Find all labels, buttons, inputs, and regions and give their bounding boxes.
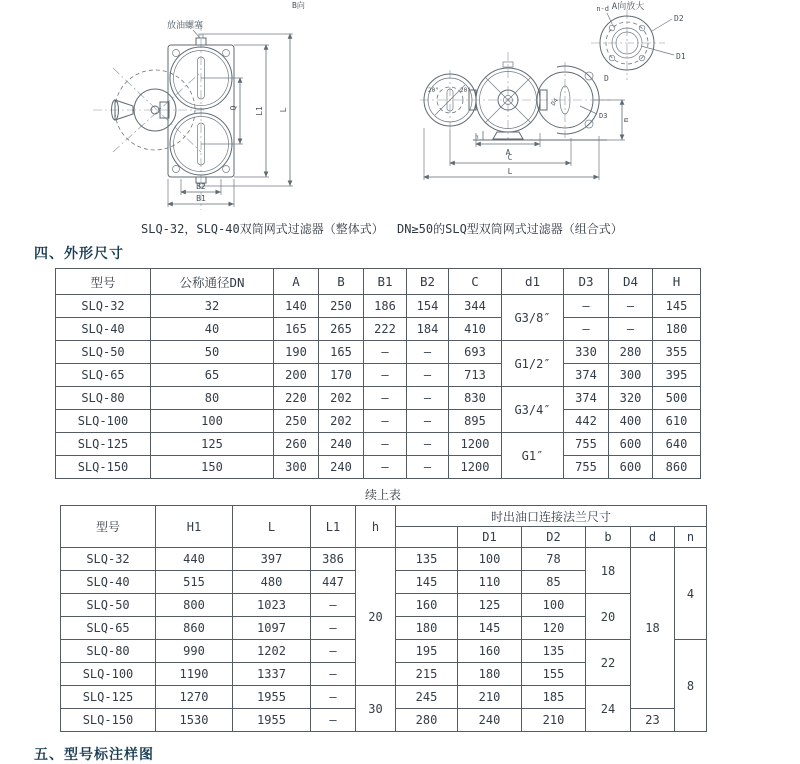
table-cell: 860 xyxy=(156,617,233,640)
table-cell: SLQ-32 xyxy=(56,295,151,318)
table-cell: – xyxy=(311,594,356,617)
table-cell: 1200 xyxy=(449,456,502,479)
table-cell: d xyxy=(631,527,675,548)
table-cell: G3/8″ xyxy=(502,295,564,341)
table-cell: L xyxy=(233,506,311,548)
table-row xyxy=(56,387,701,410)
table-cell: 32 xyxy=(151,295,274,318)
angle-label-1: 20° xyxy=(428,87,439,94)
valve-spoke-line-1 xyxy=(113,72,201,152)
table-cell: H xyxy=(653,269,701,295)
table-cell: 180 xyxy=(653,318,701,341)
table-cell: 150 xyxy=(151,456,274,479)
table-cell: 447 xyxy=(311,571,356,594)
table-cell: 755 xyxy=(564,456,609,479)
dim-label-b1: B1 xyxy=(196,194,206,203)
table-cell: 65 xyxy=(151,364,274,387)
table-cell: 50 xyxy=(151,341,274,364)
table-cell: – xyxy=(364,387,407,410)
table-cell: 990 xyxy=(156,640,233,663)
table-cell: 85 xyxy=(522,571,586,594)
table-row xyxy=(56,433,701,456)
integral-type-caption: SLQ-32，SLQ-40双筒网式过滤器（整体式） xyxy=(141,222,384,236)
table-cell: 330 xyxy=(564,341,609,364)
table-cell: B2 xyxy=(407,269,449,295)
table-cell: 210 xyxy=(522,709,586,732)
table-cell: 515 xyxy=(156,571,233,594)
outline-table-body xyxy=(56,295,701,479)
table-cell: 78 xyxy=(522,548,586,571)
table-cell: D2 xyxy=(522,527,586,548)
table-cell: – xyxy=(407,364,449,387)
table-cell: SLQ-125 xyxy=(56,433,151,456)
table-cell: – xyxy=(407,456,449,479)
table-cell: – xyxy=(609,318,653,341)
table-cell: – xyxy=(311,709,356,732)
table-cell: 145 xyxy=(653,295,701,318)
angle-label-2: 20° xyxy=(460,87,471,94)
d1-leader xyxy=(641,46,674,55)
table-cell: – xyxy=(311,640,356,663)
table-cell: 165 xyxy=(274,318,319,341)
continuation-table-header xyxy=(61,506,707,548)
table-cell: 250 xyxy=(274,410,319,433)
table-cell: 18 xyxy=(631,548,675,709)
table-cell: 8 xyxy=(675,640,707,732)
table-cell: – xyxy=(311,663,356,686)
table-cell: 344 xyxy=(449,295,502,318)
table-cell: 320 xyxy=(609,387,653,410)
view-b-label: B向 xyxy=(292,1,305,10)
table-cell: 830 xyxy=(449,387,502,410)
bolt-hole xyxy=(223,50,230,57)
table-cell: 240 xyxy=(319,456,364,479)
table-cell: 265 xyxy=(319,318,364,341)
table-cell: 30 xyxy=(356,686,396,732)
drain-plug-label: 放油螺塞 xyxy=(167,21,204,31)
table-cell: 374 xyxy=(564,364,609,387)
table-row xyxy=(56,364,701,387)
table-cell: 200 xyxy=(274,364,319,387)
table-cell: 355 xyxy=(653,341,701,364)
table-cell: 20 xyxy=(356,548,396,686)
table-cell: 860 xyxy=(653,456,701,479)
dim-label-d3: D3 xyxy=(599,112,608,120)
dim-label-d: D xyxy=(604,74,609,83)
dim-label-m: m xyxy=(622,117,630,123)
table-cell: 185 xyxy=(522,686,586,709)
table-cell: 23 xyxy=(631,709,675,732)
d2-leader xyxy=(652,19,672,31)
table-cell: 1955 xyxy=(233,709,311,732)
table-cell: SLQ-32 xyxy=(61,548,156,571)
table-cell xyxy=(396,527,458,548)
table-cell: 395 xyxy=(653,364,701,387)
table-row xyxy=(56,456,701,479)
bolt-hole xyxy=(173,50,180,57)
table-cell: – xyxy=(564,295,609,318)
table-cell: d1 xyxy=(502,269,564,295)
table-cell: 155 xyxy=(522,663,586,686)
table-cell: 374 xyxy=(564,387,609,410)
table-row xyxy=(56,410,701,433)
table-cell: 202 xyxy=(319,410,364,433)
combined-type-caption: DN≥50的SLQ型双筒网式过滤器（组合式） xyxy=(397,222,623,236)
dim-label-l: L xyxy=(279,107,288,113)
dim-label-a: A xyxy=(505,148,511,157)
table-row xyxy=(56,341,701,364)
table-cell: 型号 xyxy=(61,506,156,548)
section-heading-outline-dimensions: 四、外形尺寸 xyxy=(34,245,124,261)
table-cell: 610 xyxy=(653,410,701,433)
table-cell: – xyxy=(407,410,449,433)
dim-label-h: h xyxy=(475,134,479,141)
combined-type-drawing-svg xyxy=(415,0,800,218)
integral-type-drawing xyxy=(55,0,405,218)
centerlines-vertical xyxy=(450,52,565,140)
dim-label-b2: B2 xyxy=(196,182,206,191)
table-cell: 1190 xyxy=(156,663,233,686)
table-cell: L1 xyxy=(311,506,356,548)
table-cell: 125 xyxy=(458,594,522,617)
table-cell: 4 xyxy=(675,548,707,640)
table-cell: 215 xyxy=(396,663,458,686)
table-cell: 154 xyxy=(407,295,449,318)
table-cell: 100 xyxy=(458,548,522,571)
table-cell: 220 xyxy=(274,387,319,410)
dim-label-l: L xyxy=(507,167,513,176)
table-cell: 160 xyxy=(458,640,522,663)
table-cell: D1 xyxy=(458,527,522,548)
table-cell: SLQ-40 xyxy=(56,318,151,341)
table-cell: 280 xyxy=(609,341,653,364)
table-cell: 140 xyxy=(274,295,319,318)
table-cell: 240 xyxy=(319,433,364,456)
table-cell: 713 xyxy=(449,364,502,387)
table-cell: 400 xyxy=(609,410,653,433)
dim-label-l1: L1 xyxy=(255,106,264,116)
table-cell: 100 xyxy=(151,410,274,433)
table-cell: 440 xyxy=(156,548,233,571)
table-cell: – xyxy=(407,341,449,364)
table-cell: 100 xyxy=(522,594,586,617)
table-cell: 时出油口连接法兰尺寸 xyxy=(396,506,707,527)
table-cell: n xyxy=(675,527,707,548)
table-cell: 型号 xyxy=(56,269,151,295)
table-cell: 135 xyxy=(522,640,586,663)
table-cell: 110 xyxy=(458,571,522,594)
integral-type-drawing-svg xyxy=(55,0,405,218)
table-cell: 18 xyxy=(586,548,631,594)
table-cell: 186 xyxy=(364,295,407,318)
table-cell: 24 xyxy=(586,686,631,732)
table-cell: B xyxy=(319,269,364,295)
table-cell: SLQ-80 xyxy=(56,387,151,410)
table-cell: 693 xyxy=(449,341,502,364)
table-cell: 755 xyxy=(564,433,609,456)
table-cell: – xyxy=(364,456,407,479)
continuation-table-body xyxy=(61,548,707,732)
table-cell: 895 xyxy=(449,410,502,433)
table-cell: – xyxy=(364,410,407,433)
table-row xyxy=(61,506,707,527)
table-cell: 80 xyxy=(151,387,274,410)
table-cell: 1202 xyxy=(233,640,311,663)
table-cell: – xyxy=(564,318,609,341)
table-cell: 1270 xyxy=(156,686,233,709)
table-cell: C xyxy=(449,269,502,295)
table-cell: SLQ-50 xyxy=(61,594,156,617)
table-cell: SLQ-80 xyxy=(61,640,156,663)
table-cell: 260 xyxy=(274,433,319,456)
table-row xyxy=(56,269,701,295)
table-cell: 135 xyxy=(396,548,458,571)
flange-bolt xyxy=(609,25,615,31)
table-cell: 184 xyxy=(407,318,449,341)
table-cell: SLQ-100 xyxy=(56,410,151,433)
table-cell: – xyxy=(311,686,356,709)
enlarged-view-title: A向放大 xyxy=(611,2,645,12)
table-cell: D3 xyxy=(564,269,609,295)
table-row xyxy=(61,548,707,571)
table-cell: 442 xyxy=(564,410,609,433)
dim-label-d4: D4 xyxy=(549,97,560,108)
table-cell: 公称通径DN xyxy=(151,269,274,295)
table-cell: 800 xyxy=(156,594,233,617)
table-cell: 160 xyxy=(396,594,458,617)
table-cell: – xyxy=(407,387,449,410)
d3-leader xyxy=(580,106,597,114)
table-cell: 300 xyxy=(274,456,319,479)
table-cell: 600 xyxy=(609,433,653,456)
table-row xyxy=(56,295,701,318)
table-cell: 195 xyxy=(396,640,458,663)
table-cell: 170 xyxy=(319,364,364,387)
combined-type-drawing xyxy=(415,0,800,218)
table-cell: A xyxy=(274,269,319,295)
table-cell: 180 xyxy=(396,617,458,640)
table-cell: 250 xyxy=(319,295,364,318)
table-cell: SLQ-40 xyxy=(61,571,156,594)
table-cell: – xyxy=(311,617,356,640)
table-cell: 22 xyxy=(586,640,631,686)
table-cell: SLQ-150 xyxy=(61,709,156,732)
table-cell: SLQ-150 xyxy=(56,456,151,479)
table-cell: 145 xyxy=(458,617,522,640)
table-cell: 145 xyxy=(396,571,458,594)
table-cell: 240 xyxy=(458,709,522,732)
table-cell: 20 xyxy=(586,594,631,640)
table-cell: SLQ-125 xyxy=(61,686,156,709)
table-cell: SLQ-65 xyxy=(56,364,151,387)
table-cell: 397 xyxy=(233,548,311,571)
table-cell: – xyxy=(364,364,407,387)
dim-label-c: C xyxy=(507,153,513,162)
table-cell: 190 xyxy=(274,341,319,364)
outline-dimension-table xyxy=(55,268,701,479)
table-cell: 480 xyxy=(233,571,311,594)
table-cell: 1955 xyxy=(233,686,311,709)
table-cell: 222 xyxy=(364,318,407,341)
dim-label-d1: D1 xyxy=(676,52,686,61)
table-cell: 165 xyxy=(319,341,364,364)
table-cell: – xyxy=(364,341,407,364)
table-cell: G1″ xyxy=(502,433,564,479)
table-cell: 1530 xyxy=(156,709,233,732)
table-cell: – xyxy=(609,295,653,318)
table-cell: 210 xyxy=(458,686,522,709)
continuation-dimension-table xyxy=(60,505,707,732)
dim-label-d2: D2 xyxy=(674,14,684,23)
table-cell: SLQ-50 xyxy=(56,341,151,364)
dim-label-q: Q xyxy=(229,105,238,111)
table-cell: H1 xyxy=(156,506,233,548)
table-cell: SLQ-100 xyxy=(61,663,156,686)
table-cell: 120 xyxy=(522,617,586,640)
bolt-hole xyxy=(223,166,230,173)
table-cell: h xyxy=(356,506,396,548)
table-cell: 245 xyxy=(396,686,458,709)
table-cell: G1/2″ xyxy=(502,341,564,387)
table-cell: – xyxy=(407,433,449,456)
table-cell: 640 xyxy=(653,433,701,456)
table-cell: 300 xyxy=(609,364,653,387)
table-cell: 410 xyxy=(449,318,502,341)
table-cell: 1337 xyxy=(233,663,311,686)
table-cell: B1 xyxy=(364,269,407,295)
table-cell: 600 xyxy=(609,456,653,479)
table-cell: 202 xyxy=(319,387,364,410)
table-cell: 1200 xyxy=(449,433,502,456)
table-cell: D4 xyxy=(609,269,653,295)
table-row xyxy=(56,318,701,341)
table-cell: 125 xyxy=(151,433,274,456)
bolt-spec-label: n-d xyxy=(596,5,609,13)
table-cell: 1097 xyxy=(233,617,311,640)
bolt-hole xyxy=(173,166,180,173)
table-cell: 40 xyxy=(151,318,274,341)
table-cell: b xyxy=(586,527,631,548)
table-cell: – xyxy=(364,433,407,456)
section-heading-bottom-partial: 五、型号标注样图 xyxy=(34,746,154,762)
table-cell: 280 xyxy=(396,709,458,732)
table-cell: SLQ-65 xyxy=(61,617,156,640)
outline-table-header xyxy=(56,269,701,295)
table-cell: 500 xyxy=(653,387,701,410)
table-cell: 1023 xyxy=(233,594,311,617)
continuation-table-label: 续上表 xyxy=(364,488,401,502)
table-cell: G3/4″ xyxy=(502,387,564,433)
table-cell: 180 xyxy=(458,663,522,686)
table-row xyxy=(61,686,707,709)
table-cell: 386 xyxy=(311,548,356,571)
